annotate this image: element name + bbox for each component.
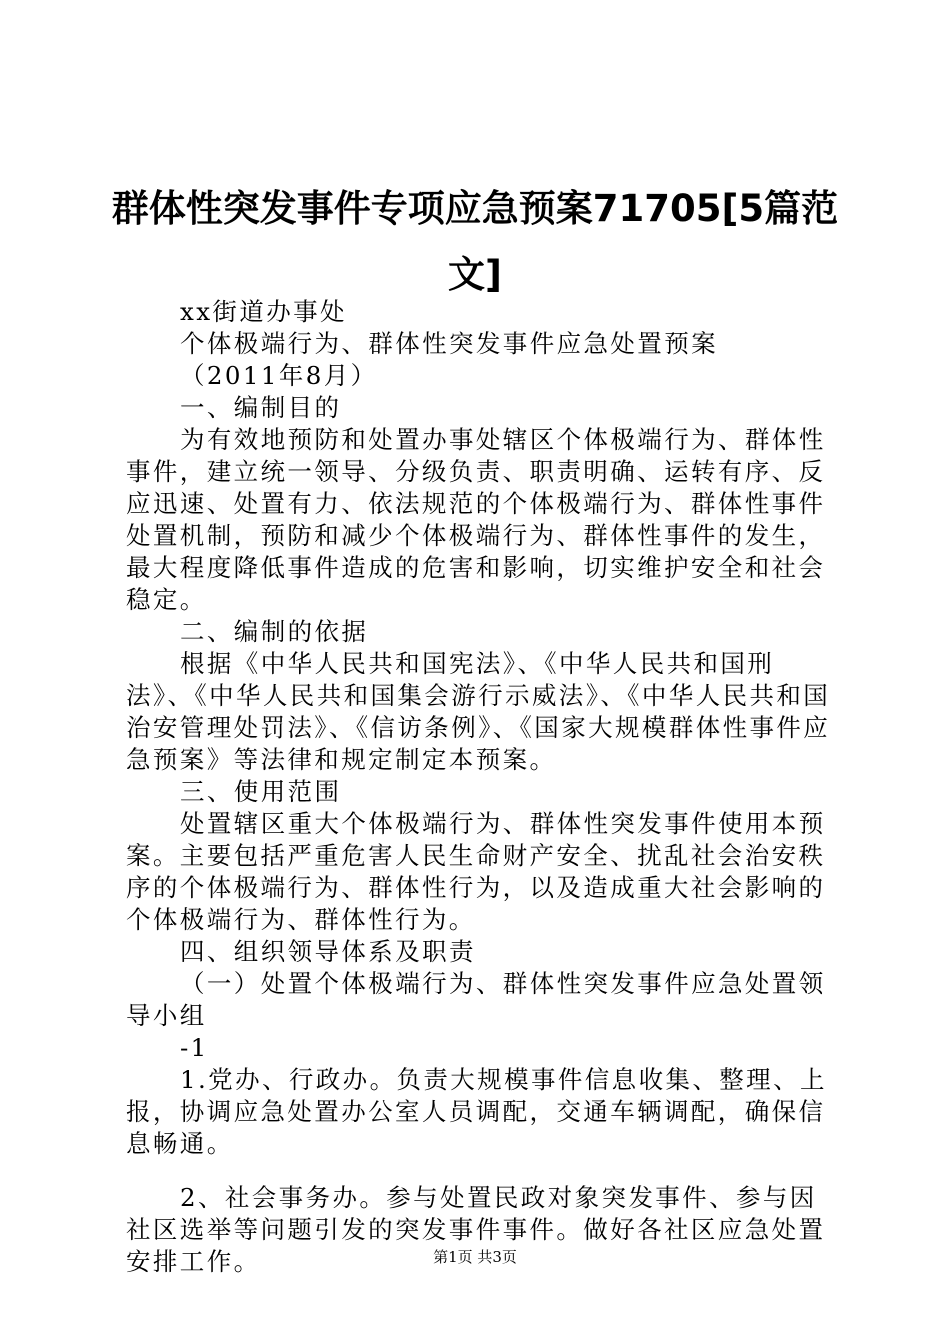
paragraph-duty-2: 2、社会事务办。参与处置民政对象突发事件、参与因社区选举等问题引发的突发事件事件。做好各社区应急处置安排工作。: [126, 1183, 826, 1276]
paragraph-purpose: 为有效地预防和处置办事处辖区个体极端行为、群体性事件，建立统一领导、分级负责、职责明确、运转有序、反应迅速、处置有力、依法规范的个体极端行为、群体性事件处置机制，预防和减少个体极端行为、群体性事件的发生，最大程度降低事件造成的危害和影响，切实维护安全和社会稳定。: [126, 425, 826, 614]
title-line-1: 群体性突发事件专项应急预案71705[5篇范: [111, 187, 839, 230]
paragraph-gap: [126, 1160, 842, 1182]
plan-date: （2011年8月）: [180, 361, 378, 390]
paragraph-scope: 处置辖区重大个体极端行为、群体性突发事件使用本预案。主要包括严重危害人民生命财产安全、扰乱社会治安秩序的个体极端行为、群体性行为，以及造成重大社会影响的个体极端行为、群体性行为。: [126, 809, 826, 934]
section-heading-purpose: 一、编制目的: [180, 393, 342, 422]
plan-subtitle: 个体极端行为、群体性突发事件应急处置预案: [180, 329, 718, 358]
section-heading-basis: 二、编制的依据: [180, 617, 369, 646]
title-line-2: 文]: [448, 253, 502, 296]
paragraph-duty-1: 1.党办、行政办。负责大规模事件信息收集、整理、上报，协调应急处置办公室人员调配，交通车辆调配，确保信息畅通。: [126, 1065, 827, 1158]
section-heading-scope: 三、使用范围: [180, 777, 342, 806]
page-marker: -1: [180, 1033, 209, 1062]
document-body: [126, 296, 842, 1278]
section-heading-organization: 四、组织领导体系及职责: [180, 937, 476, 966]
page-footer: 第1页 共3页: [433, 1248, 517, 1266]
document-title: [110, 176, 840, 308]
paragraph-basis: 根据《中华人民共和国宪法》、《中华人民共和国刑法》、《中华人民共和国集会游行示威法》、《中华人民共和国治安管理处罚法》、《信访条例》、《国家大规模群体性事件应急预案》等法律和规定制定本预案。: [126, 649, 831, 774]
subsection-heading-leading-group: （一）处置个体极端行为、群体性突发事件应急处置领导小组: [126, 969, 826, 1030]
issuer-line: xx街道办事处: [180, 297, 347, 326]
